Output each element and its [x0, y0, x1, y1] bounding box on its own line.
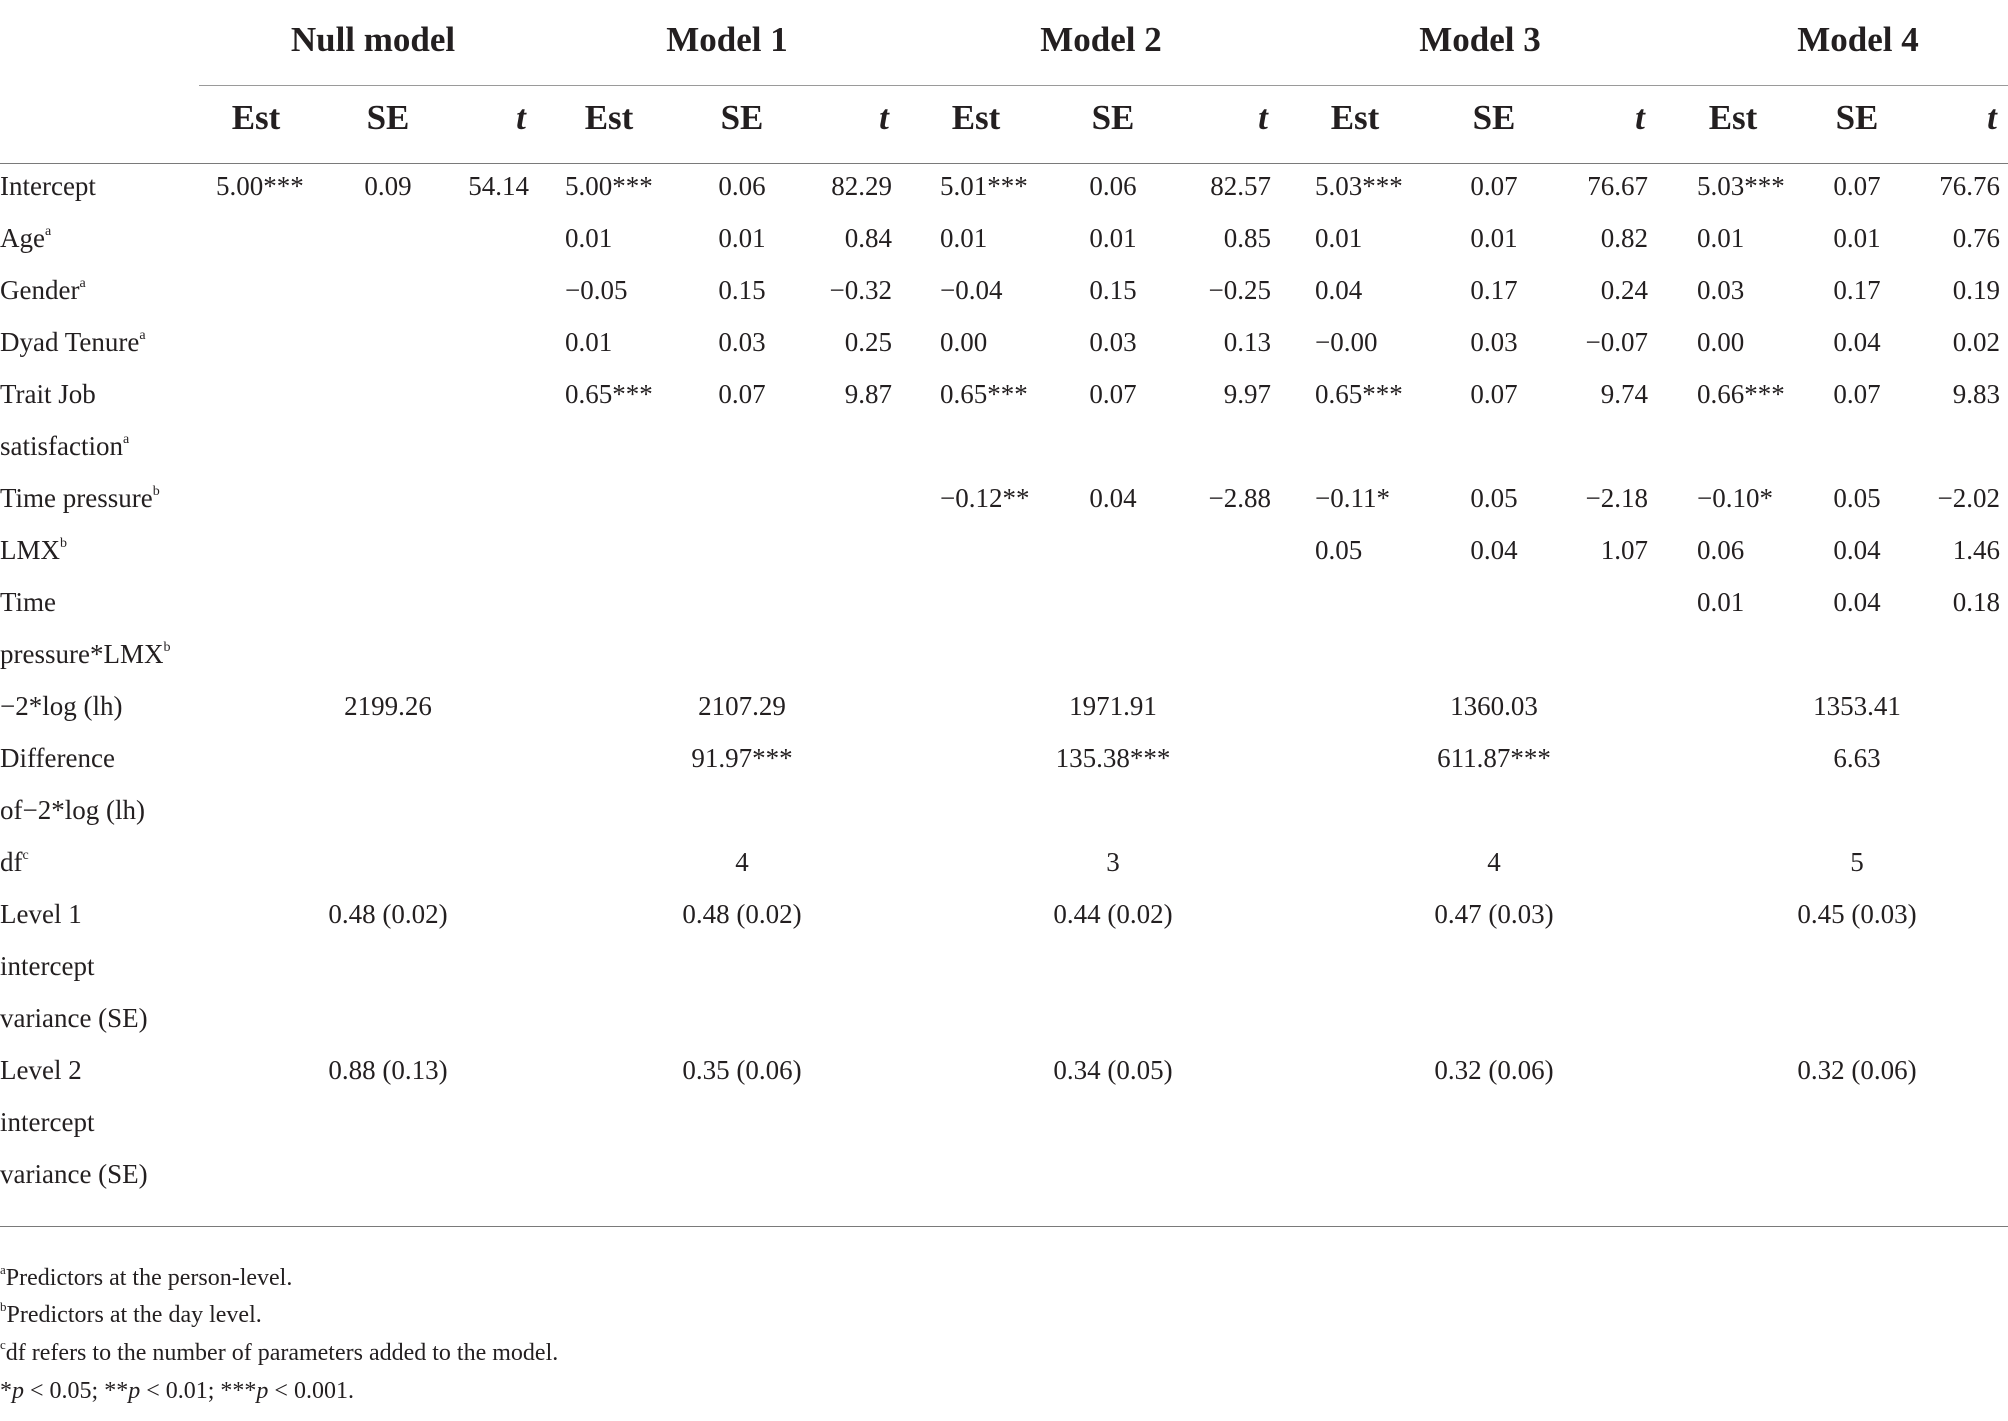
- summary-label: [0, 847, 29, 878]
- summary-value: 4: [1487, 847, 1501, 877]
- model-header-rule: [199, 85, 2008, 86]
- cell-se: 0.03: [1470, 327, 1518, 357]
- cell-t: 0.24: [1600, 275, 1648, 305]
- cell-se: 0.03: [1089, 327, 1137, 357]
- model-header: Model 3: [1419, 20, 1541, 59]
- summary-value: 6.63: [1833, 743, 1881, 773]
- summary-value: 0.34 (0.05): [1053, 1055, 1173, 1085]
- cell-est: 0.06: [1697, 535, 1745, 565]
- cell-est: 0.01: [565, 327, 613, 357]
- summary-value: 0.32 (0.06): [1434, 1055, 1554, 1085]
- subheader-se: SE: [366, 98, 410, 137]
- summary-value: 0.48 (0.02): [682, 899, 802, 929]
- footnote-text: Predictors at the day level.: [6, 1302, 262, 1328]
- footnote-ref: b: [60, 536, 67, 551]
- cell-t: 0.84: [844, 223, 892, 253]
- cell-t: 76.76: [1939, 171, 2000, 201]
- row-label-text: −2*log (lh): [0, 691, 123, 721]
- footnote-a: [0, 1262, 293, 1292]
- footnote-p: p: [128, 1378, 141, 1404]
- cell-est: 5.00***: [565, 171, 653, 201]
- cell-est: 0.01: [1315, 223, 1363, 253]
- footnote-ref: a: [139, 328, 146, 343]
- summary-value: 5: [1850, 847, 1864, 877]
- cell-est: 0.03: [1697, 275, 1745, 305]
- cell-t: −2.88: [1208, 483, 1271, 513]
- row-label-text: variance (SE): [0, 1003, 148, 1033]
- footnote-p: p: [12, 1378, 24, 1404]
- footnote-ref: a: [79, 276, 86, 291]
- summary-label: [0, 795, 145, 826]
- row-label-text: intercept: [0, 1107, 95, 1137]
- cell-t: −0.25: [1208, 275, 1271, 305]
- footnote-ref: b: [163, 640, 171, 655]
- cell-t: 0.25: [844, 327, 892, 357]
- cell-est: −0.00: [1315, 327, 1378, 357]
- cell-est: 0.01: [1697, 587, 1745, 617]
- cell-se: 0.17: [1833, 275, 1881, 305]
- subheader-est: Est: [951, 98, 1001, 137]
- cell-t: 0.82: [1600, 223, 1648, 253]
- row-label: [0, 275, 86, 306]
- row-label-text: Dyad Tenure: [0, 327, 140, 357]
- summary-value: 0.35 (0.06): [682, 1055, 802, 1085]
- summary-value: 91.97***: [691, 743, 793, 773]
- summary-label: [0, 951, 94, 982]
- cell-t: 76.67: [1587, 171, 1648, 201]
- subheader-se: SE: [1472, 98, 1516, 137]
- subheader-t: t: [879, 98, 889, 137]
- row-label-text: df: [0, 847, 23, 877]
- footnote-p: p: [256, 1378, 269, 1404]
- cell-se: 0.04: [1089, 483, 1137, 513]
- cell-se: 0.04: [1833, 327, 1881, 357]
- table-bottom-rule: [0, 1226, 2008, 1227]
- model-header: Model 2: [1040, 20, 1162, 59]
- summary-value: 1353.41: [1813, 691, 1901, 721]
- subheader-se: SE: [720, 98, 764, 137]
- cell-t: 82.29: [831, 171, 892, 201]
- cell-est: 5.01***: [940, 171, 1028, 201]
- summary-value: 0.48 (0.02): [328, 899, 448, 929]
- cell-se: 0.01: [1089, 223, 1137, 253]
- summary-label: [0, 743, 115, 774]
- cell-t: 9.97: [1223, 379, 1271, 409]
- subheader-est: Est: [584, 98, 634, 137]
- summary-label: [0, 1107, 94, 1138]
- cell-se: 0.07: [1470, 379, 1518, 409]
- cell-t: −2.02: [1937, 483, 2000, 513]
- cell-se: 0.07: [718, 379, 766, 409]
- row-label-text: intercept: [0, 951, 95, 981]
- cell-t: 0.02: [1952, 327, 2000, 357]
- cell-est: 0.00: [1697, 327, 1745, 357]
- cell-est: −0.10*: [1697, 483, 1773, 513]
- row-label-text: variance (SE): [0, 1159, 148, 1189]
- summary-label: [0, 899, 82, 930]
- cell-t: 1.46: [1952, 535, 2000, 565]
- model-header: Model 4: [1797, 20, 1919, 59]
- row-label-text: Gender: [0, 275, 80, 305]
- footnote-ref: c: [22, 848, 29, 863]
- row-label-text: Trait Job: [0, 379, 96, 409]
- footnote-mark: b: [0, 1299, 7, 1314]
- cell-se: 0.17: [1470, 275, 1518, 305]
- summary-value: 0.47 (0.03): [1434, 899, 1554, 929]
- cell-t: −2.18: [1585, 483, 1648, 513]
- model-header: Null model: [290, 20, 456, 59]
- cell-est: 0.65***: [565, 379, 653, 409]
- cell-t: 82.57: [1210, 171, 1271, 201]
- cell-est: 0.65***: [1315, 379, 1403, 409]
- summary-value: 1971.91: [1069, 691, 1157, 721]
- cell-t: 0.76: [1952, 223, 2000, 253]
- footnote-ref: b: [152, 484, 160, 499]
- cell-t: 0.19: [1952, 275, 2000, 305]
- cell-t: −0.07: [1585, 327, 1648, 357]
- cell-se: 0.06: [1089, 171, 1137, 201]
- row-label: [0, 327, 146, 358]
- row-label: [0, 587, 56, 618]
- cell-t: 1.07: [1600, 535, 1648, 565]
- row-label-text: Difference: [0, 743, 115, 773]
- model-header: Model 1: [666, 20, 788, 59]
- cell-est: 0.01: [1697, 223, 1745, 253]
- cell-se: 0.01: [1833, 223, 1881, 253]
- row-label-text: Intercept: [0, 171, 96, 201]
- footnote-threshold: < 0.05; **: [24, 1378, 129, 1404]
- cell-est: 5.03***: [1697, 171, 1785, 201]
- footnote-significance: [0, 1378, 354, 1405]
- row-label-text: satisfaction: [0, 431, 123, 461]
- cell-est: 0.04: [1315, 275, 1363, 305]
- footnote-mark: a: [0, 1262, 6, 1277]
- cell-est: 0.66***: [1697, 379, 1785, 409]
- footnote-c: [0, 1337, 559, 1367]
- cell-se: 0.01: [1470, 223, 1518, 253]
- subheader-se: SE: [1835, 98, 1879, 137]
- cell-se: 0.07: [1833, 379, 1881, 409]
- footnote-symbol: *: [0, 1378, 12, 1404]
- row-label-text: pressure*LMX: [0, 639, 164, 669]
- cell-se: 0.05: [1470, 483, 1518, 513]
- cell-t: −0.32: [829, 275, 892, 305]
- header-bottom-rule: [0, 163, 2008, 164]
- cell-se: 0.15: [718, 275, 766, 305]
- subheader-t: t: [516, 98, 526, 137]
- row-label-text: LMX: [0, 535, 60, 565]
- subheader-t: t: [1258, 98, 1268, 137]
- cell-est: 0.65***: [940, 379, 1028, 409]
- footnote-threshold: < 0.01; ***: [140, 1378, 257, 1404]
- subheader-est: Est: [1708, 98, 1758, 137]
- cell-t: 9.83: [1952, 379, 2000, 409]
- cell-t: 0.18: [1952, 587, 2000, 617]
- subheader-est: Est: [231, 98, 281, 137]
- row-label-text: Time: [0, 587, 57, 617]
- cell-se: 0.03: [718, 327, 766, 357]
- row-label: [0, 223, 51, 254]
- cell-se: 0.06: [718, 171, 766, 201]
- summary-value: 3: [1106, 847, 1120, 877]
- cell-est: −0.12**: [940, 483, 1030, 513]
- cell-est: 0.05: [1315, 535, 1363, 565]
- cell-t: 9.74: [1600, 379, 1648, 409]
- footnote-mark: c: [0, 1337, 6, 1352]
- summary-value: 2107.29: [698, 691, 786, 721]
- cell-est: 5.00***: [216, 171, 304, 201]
- row-label: [0, 535, 67, 566]
- cell-se: 0.05: [1833, 483, 1881, 513]
- row-label-text: Level 2: [0, 1055, 82, 1085]
- cell-se: 0.07: [1833, 171, 1881, 201]
- summary-value: 611.87***: [1437, 743, 1551, 773]
- cell-se: 0.04: [1833, 535, 1881, 565]
- footnote-b: [0, 1299, 262, 1329]
- subheader-se: SE: [1091, 98, 1135, 137]
- summary-value: 0.88 (0.13): [328, 1055, 448, 1085]
- summary-value: 135.38***: [1055, 743, 1171, 773]
- row-label: [0, 431, 129, 462]
- summary-value: 0.32 (0.06): [1797, 1055, 1917, 1085]
- cell-t: 0.13: [1223, 327, 1271, 357]
- cell-t: 0.85: [1223, 223, 1271, 253]
- subheader-est: Est: [1330, 98, 1380, 137]
- row-label: [0, 483, 160, 514]
- row-label: [0, 171, 96, 202]
- summary-value: 1360.03: [1450, 691, 1538, 721]
- cell-est: 0.00: [940, 327, 988, 357]
- row-label-text: of−2*log (lh): [0, 795, 145, 825]
- footnote-text: df refers to the number of parameters added to the model.: [5, 1340, 559, 1366]
- footnote-text: Predictors at the person-level.: [5, 1265, 293, 1291]
- row-label: [0, 639, 170, 670]
- summary-value: 2199.26: [344, 691, 432, 721]
- footnote-ref: a: [122, 432, 130, 447]
- cell-est: −0.04: [940, 275, 1003, 305]
- cell-t: 9.87: [844, 379, 892, 409]
- cell-est: 5.03***: [1315, 171, 1403, 201]
- row-label-text: Time pressure: [0, 483, 153, 513]
- footnote-ref: a: [44, 224, 52, 239]
- summary-label: [0, 691, 122, 722]
- row-label-text: Level 1: [0, 899, 82, 929]
- cell-est: 0.01: [565, 223, 613, 253]
- summary-value: 4: [735, 847, 749, 877]
- footnote-threshold: < 0.001.: [268, 1378, 354, 1404]
- summary-value: 0.45 (0.03): [1797, 899, 1917, 929]
- cell-t: 54.14: [468, 171, 529, 201]
- cell-se: 0.04: [1470, 535, 1518, 565]
- cell-est: 0.01: [940, 223, 988, 253]
- cell-se: 0.09: [364, 171, 412, 201]
- subheader-t: t: [1987, 98, 1997, 137]
- row-label: [0, 379, 96, 410]
- cell-se: 0.04: [1833, 587, 1881, 617]
- summary-label: [0, 1055, 82, 1086]
- cell-se: 0.01: [718, 223, 766, 253]
- cell-se: 0.07: [1470, 171, 1518, 201]
- subheader-t: t: [1635, 98, 1645, 137]
- summary-label: [0, 1159, 148, 1190]
- cell-est: −0.05: [565, 275, 628, 305]
- row-label-text: Age: [0, 223, 45, 253]
- cell-est: −0.11*: [1315, 483, 1390, 513]
- cell-se: 0.07: [1089, 379, 1137, 409]
- cell-se: 0.15: [1089, 275, 1137, 305]
- summary-value: 0.44 (0.02): [1053, 899, 1173, 929]
- summary-label: [0, 1003, 148, 1034]
